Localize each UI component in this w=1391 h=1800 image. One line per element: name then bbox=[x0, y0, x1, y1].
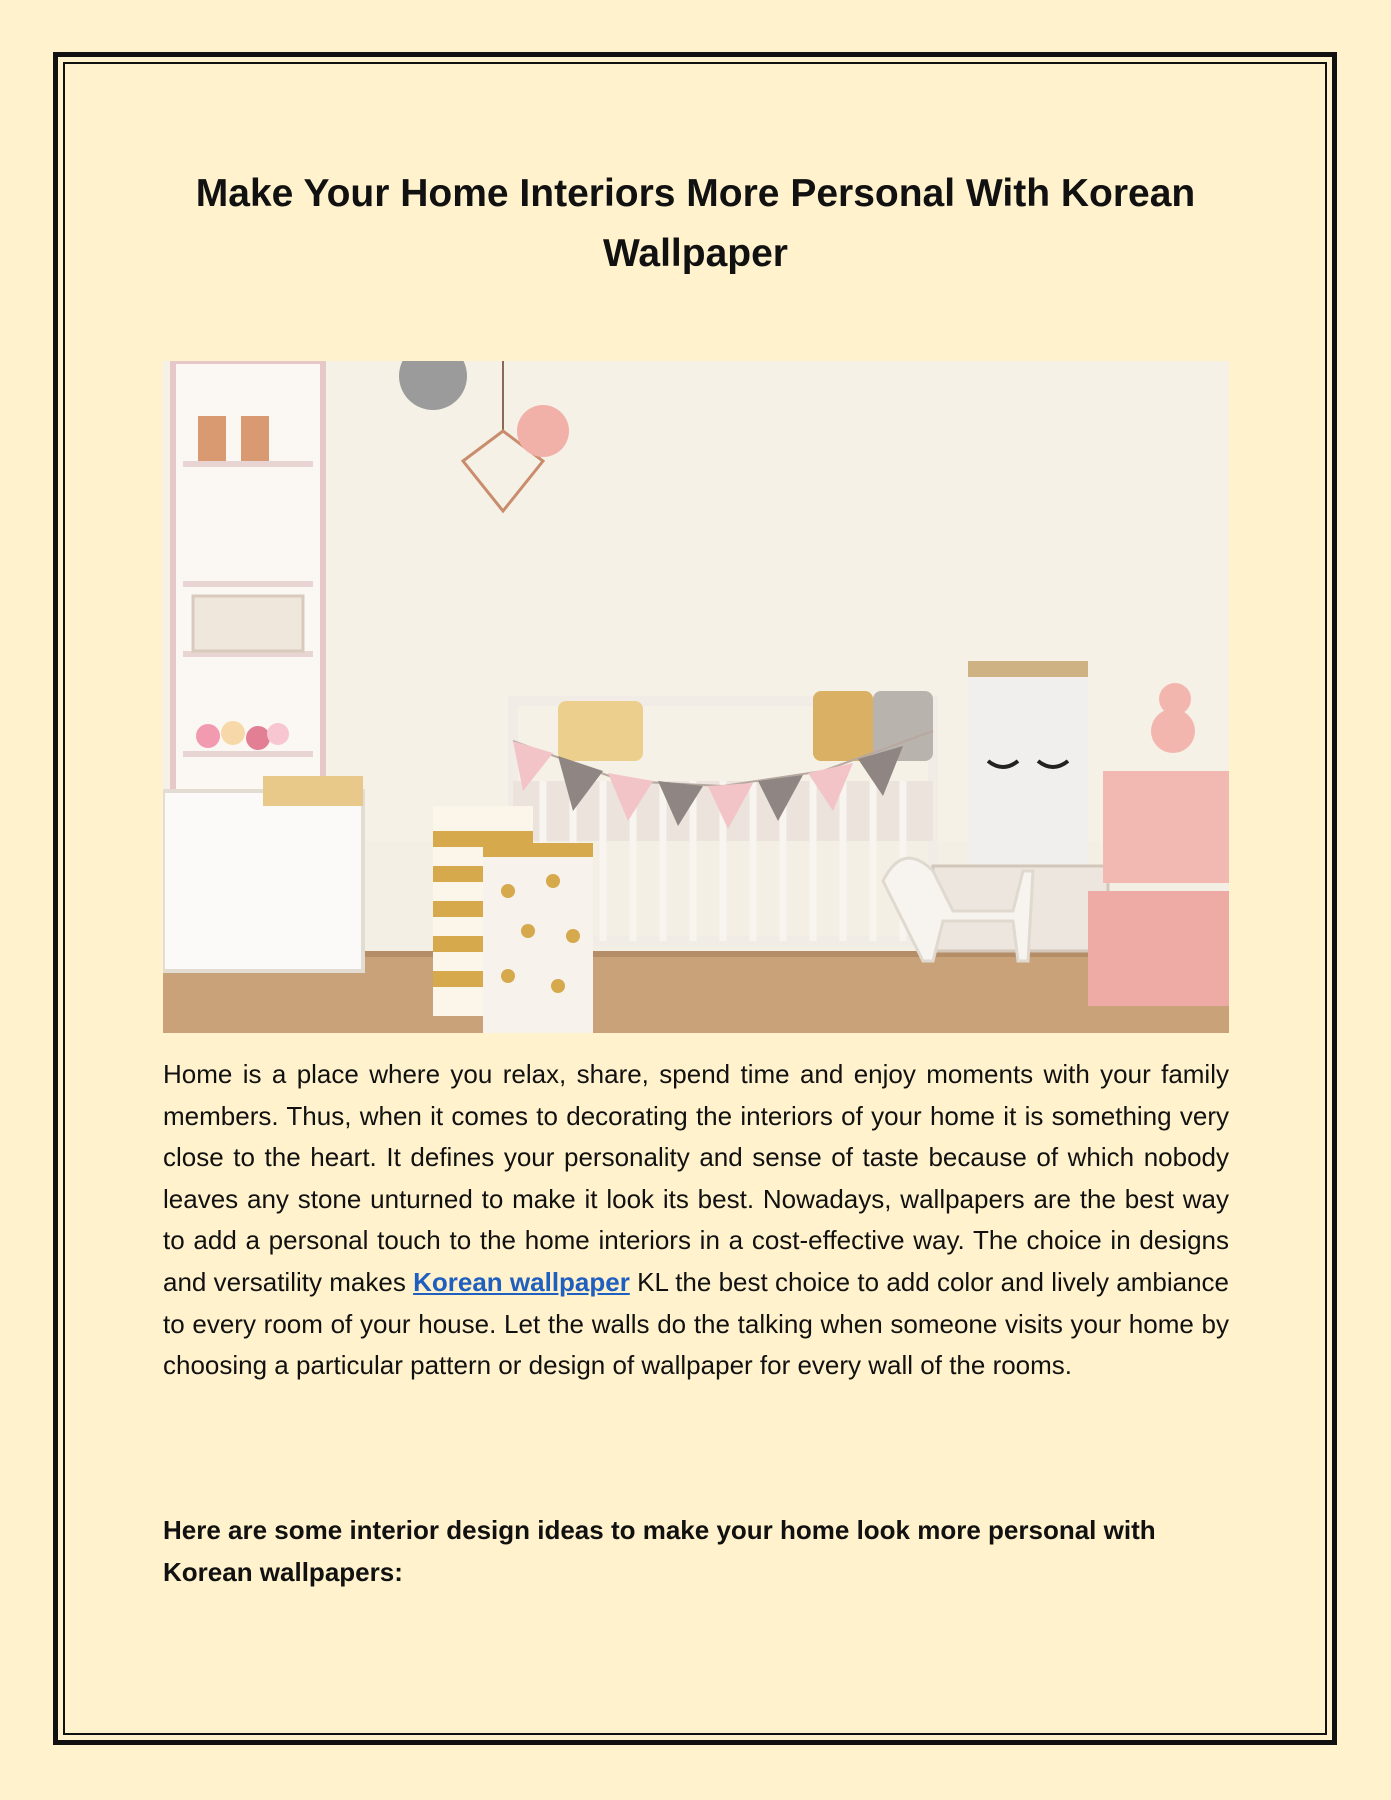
intro-paragraph bbox=[163, 1054, 1229, 1387]
korean-wallpaper-link[interactable]: Korean wallpaper bbox=[413, 1266, 630, 1297]
page-title: Make Your Home Interiors More Personal With Korean Wallpaper bbox=[195, 172, 1196, 275]
paragraph-text-before-link: Home is a place where you relax, share, spend time and enjoy moments with your family members. Thus, when it comes to decorating the interiors of your home it is something very close to the heart. It defines your personality and sense of taste because of which nobody leaves any stone unturned to make it look its best. Nowadays, wallpapers are the best way to add a personal touch to the home interiors in a cost-effective way. The choice in designs and versatility makes bbox=[163, 1059, 1229, 1297]
section-subheading: Here are some interior design ideas to make your home look more personal with Korean wallpapers: bbox=[163, 1515, 1156, 1587]
paragraph-text-after-link: KL the best choice to add color and lively ambiance to every room of your house. Let the walls do the talking when someone visits your home by choosing a particular pattern or design of wallpaper for every wall of the rooms. bbox=[163, 1266, 1229, 1381]
nursery-photo bbox=[163, 361, 1229, 1033]
